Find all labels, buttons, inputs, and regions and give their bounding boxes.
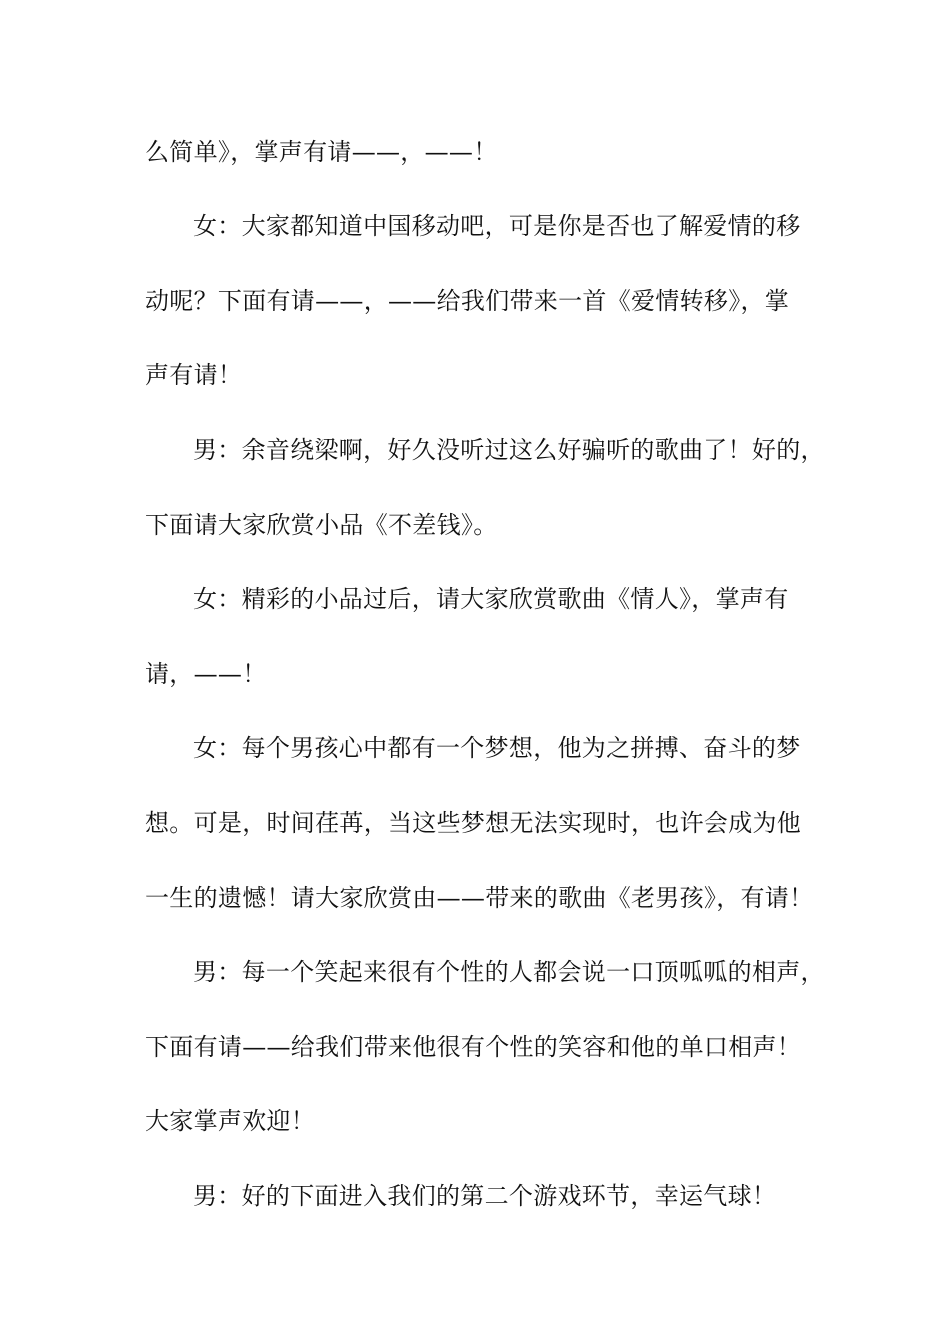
paragraph-first-line: 女：精彩的小品过后，请大家欣赏歌曲《情人》，掌声有 xyxy=(193,585,789,613)
text-line: 大家掌声欢迎！ xyxy=(145,1107,316,1135)
text-line: 下面有请——给我们带来他很有个性的笑容和他的单口相声！ xyxy=(145,1033,802,1061)
paragraph-first-line: 男：好的下面进入我们的第二个游戏环节，幸运气球！ xyxy=(193,1182,777,1210)
text-line: 么简单》，掌声有请——，——！ xyxy=(145,138,498,166)
text-line: 下面请大家欣赏小品《不差钱》。 xyxy=(145,511,498,539)
paragraph-first-line: 男：每一个笑起来很有个性的人都会说一口顶呱呱的相声， xyxy=(193,958,825,986)
text-line: 声有请！ xyxy=(145,361,243,389)
text-line: 请，——！ xyxy=(145,660,267,688)
paragraph-first-line: 女：每个男孩心中都有一个梦想，他为之拼搏、奋斗的梦 xyxy=(193,734,801,762)
text-line: 一生的遗憾！请大家欣赏由——带来的歌曲《老男孩》，有请！ xyxy=(145,884,814,912)
paragraph-first-line: 女：大家都知道中国移动吧，可是你是否也了解爱情的移 xyxy=(193,212,801,240)
text-line: 想。可是，时间荏苒，当这些梦想无法实现时，也许会成为他 xyxy=(145,809,802,837)
paragraph-first-line: 男：余音绕梁啊，好久没听过这么好骗听的歌曲了！好的， xyxy=(193,436,825,464)
text-line: 动呢？下面有请——，——给我们带来一首《爱情转移》，掌 xyxy=(145,287,790,315)
